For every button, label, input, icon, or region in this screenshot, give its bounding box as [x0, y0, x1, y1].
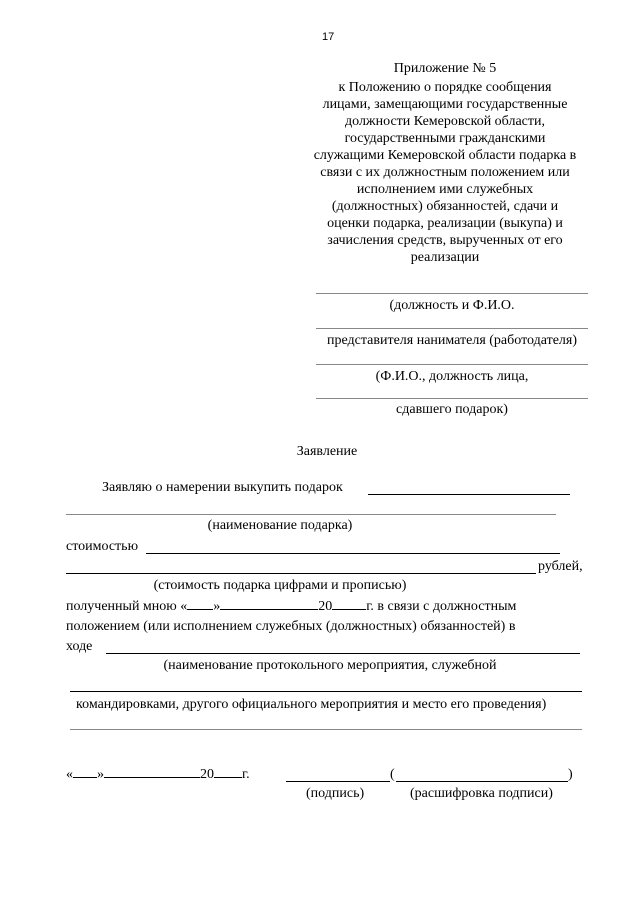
received-prefix: полученный мною « — [66, 599, 188, 614]
page-number: 17 — [322, 31, 335, 43]
addressee-blank-line — [316, 398, 588, 399]
decode-close-paren: ) — [568, 767, 573, 782]
appendix-title: Приложение № 5 — [393, 61, 497, 76]
position-line: положением (или исполнением служебных (должностных) обязанностей) в — [66, 619, 516, 634]
event-hint: (наименование протокольного мероприятия, служебной — [163, 658, 497, 673]
gift-name-line — [66, 514, 556, 515]
cost-line — [146, 553, 560, 554]
sender-name-hint: (Ф.И.О., должность лица, — [375, 369, 529, 384]
appendix-line: связи с их должностным положением или — [320, 165, 570, 180]
during-label: ходе — [66, 639, 93, 654]
cost-label: стоимостью — [66, 539, 139, 554]
employer-rep-hint: представителя нанимателя (работодателя) — [326, 333, 578, 348]
event-line — [70, 691, 582, 692]
decode-blank — [396, 781, 568, 782]
cost-hint: (стоимость подарка цифрами и прописью) — [153, 578, 407, 593]
appendix-line: лицами, замещающими государственные — [322, 97, 568, 112]
date-year-suffix: г. — [242, 767, 250, 782]
signature-blank — [286, 781, 390, 782]
gift-name-hint: (наименование подарка) — [207, 518, 353, 533]
event-line — [106, 653, 580, 654]
appendix-line: зачисления средств, вырученных от его — [327, 233, 563, 248]
signature-date — [66, 768, 250, 782]
date-month-blank — [104, 777, 200, 778]
event-hint-continued: командировками, другого официального мероприятия и место его проведения) — [76, 697, 547, 712]
received-suffix: г. в связи с должностным — [366, 599, 517, 614]
received-year-blank — [332, 609, 366, 610]
date-day-blank — [73, 777, 97, 778]
appendix-line: исполнением ими служебных — [356, 182, 534, 197]
received-quote: » — [213, 599, 221, 614]
date-year-prefix: 20 — [200, 767, 214, 782]
statement-title: Заявление — [296, 444, 358, 459]
date-year-blank — [214, 777, 242, 778]
position-name-hint: (должность и Ф.И.О. — [389, 298, 515, 313]
received-month-blank — [220, 609, 318, 610]
appendix-line: (должностных) обязанностей, сдачи и — [331, 199, 559, 214]
date-open-quote: « — [66, 767, 73, 782]
appendix-line: реализации — [410, 250, 480, 265]
received-text — [66, 600, 516, 614]
event-line — [70, 729, 582, 730]
appendix-line: государственными гражданскими — [344, 131, 546, 146]
sender-suffix-hint: сдавшего подарок) — [396, 402, 508, 417]
received-day-blank — [187, 609, 213, 610]
received-year-prefix: 20 — [318, 599, 333, 614]
appendix-line: служащими Кемеровской области подарка в — [313, 148, 577, 163]
addressee-blank-line — [316, 328, 588, 329]
decode-open-paren: ( — [390, 767, 395, 782]
currency-label: рублей, — [538, 559, 583, 574]
gift-name-line — [368, 494, 570, 495]
addressee-blank-line — [316, 293, 588, 294]
date-close-quote: » — [97, 767, 104, 782]
appendix-line: к Положению о порядке сообщения — [338, 80, 552, 95]
statement-intro: Заявляю о намерении выкупить подарок — [102, 480, 343, 495]
sign-hint: (подпись) — [306, 786, 365, 801]
cost-line — [66, 573, 536, 574]
appendix-line: должности Кемеровской области, — [345, 114, 545, 129]
decode-hint: (расшифровка подписи) — [410, 786, 553, 801]
addressee-blank-line — [316, 364, 588, 365]
appendix-line: оценки подарка, реализации (выкупа) и — [327, 216, 563, 231]
